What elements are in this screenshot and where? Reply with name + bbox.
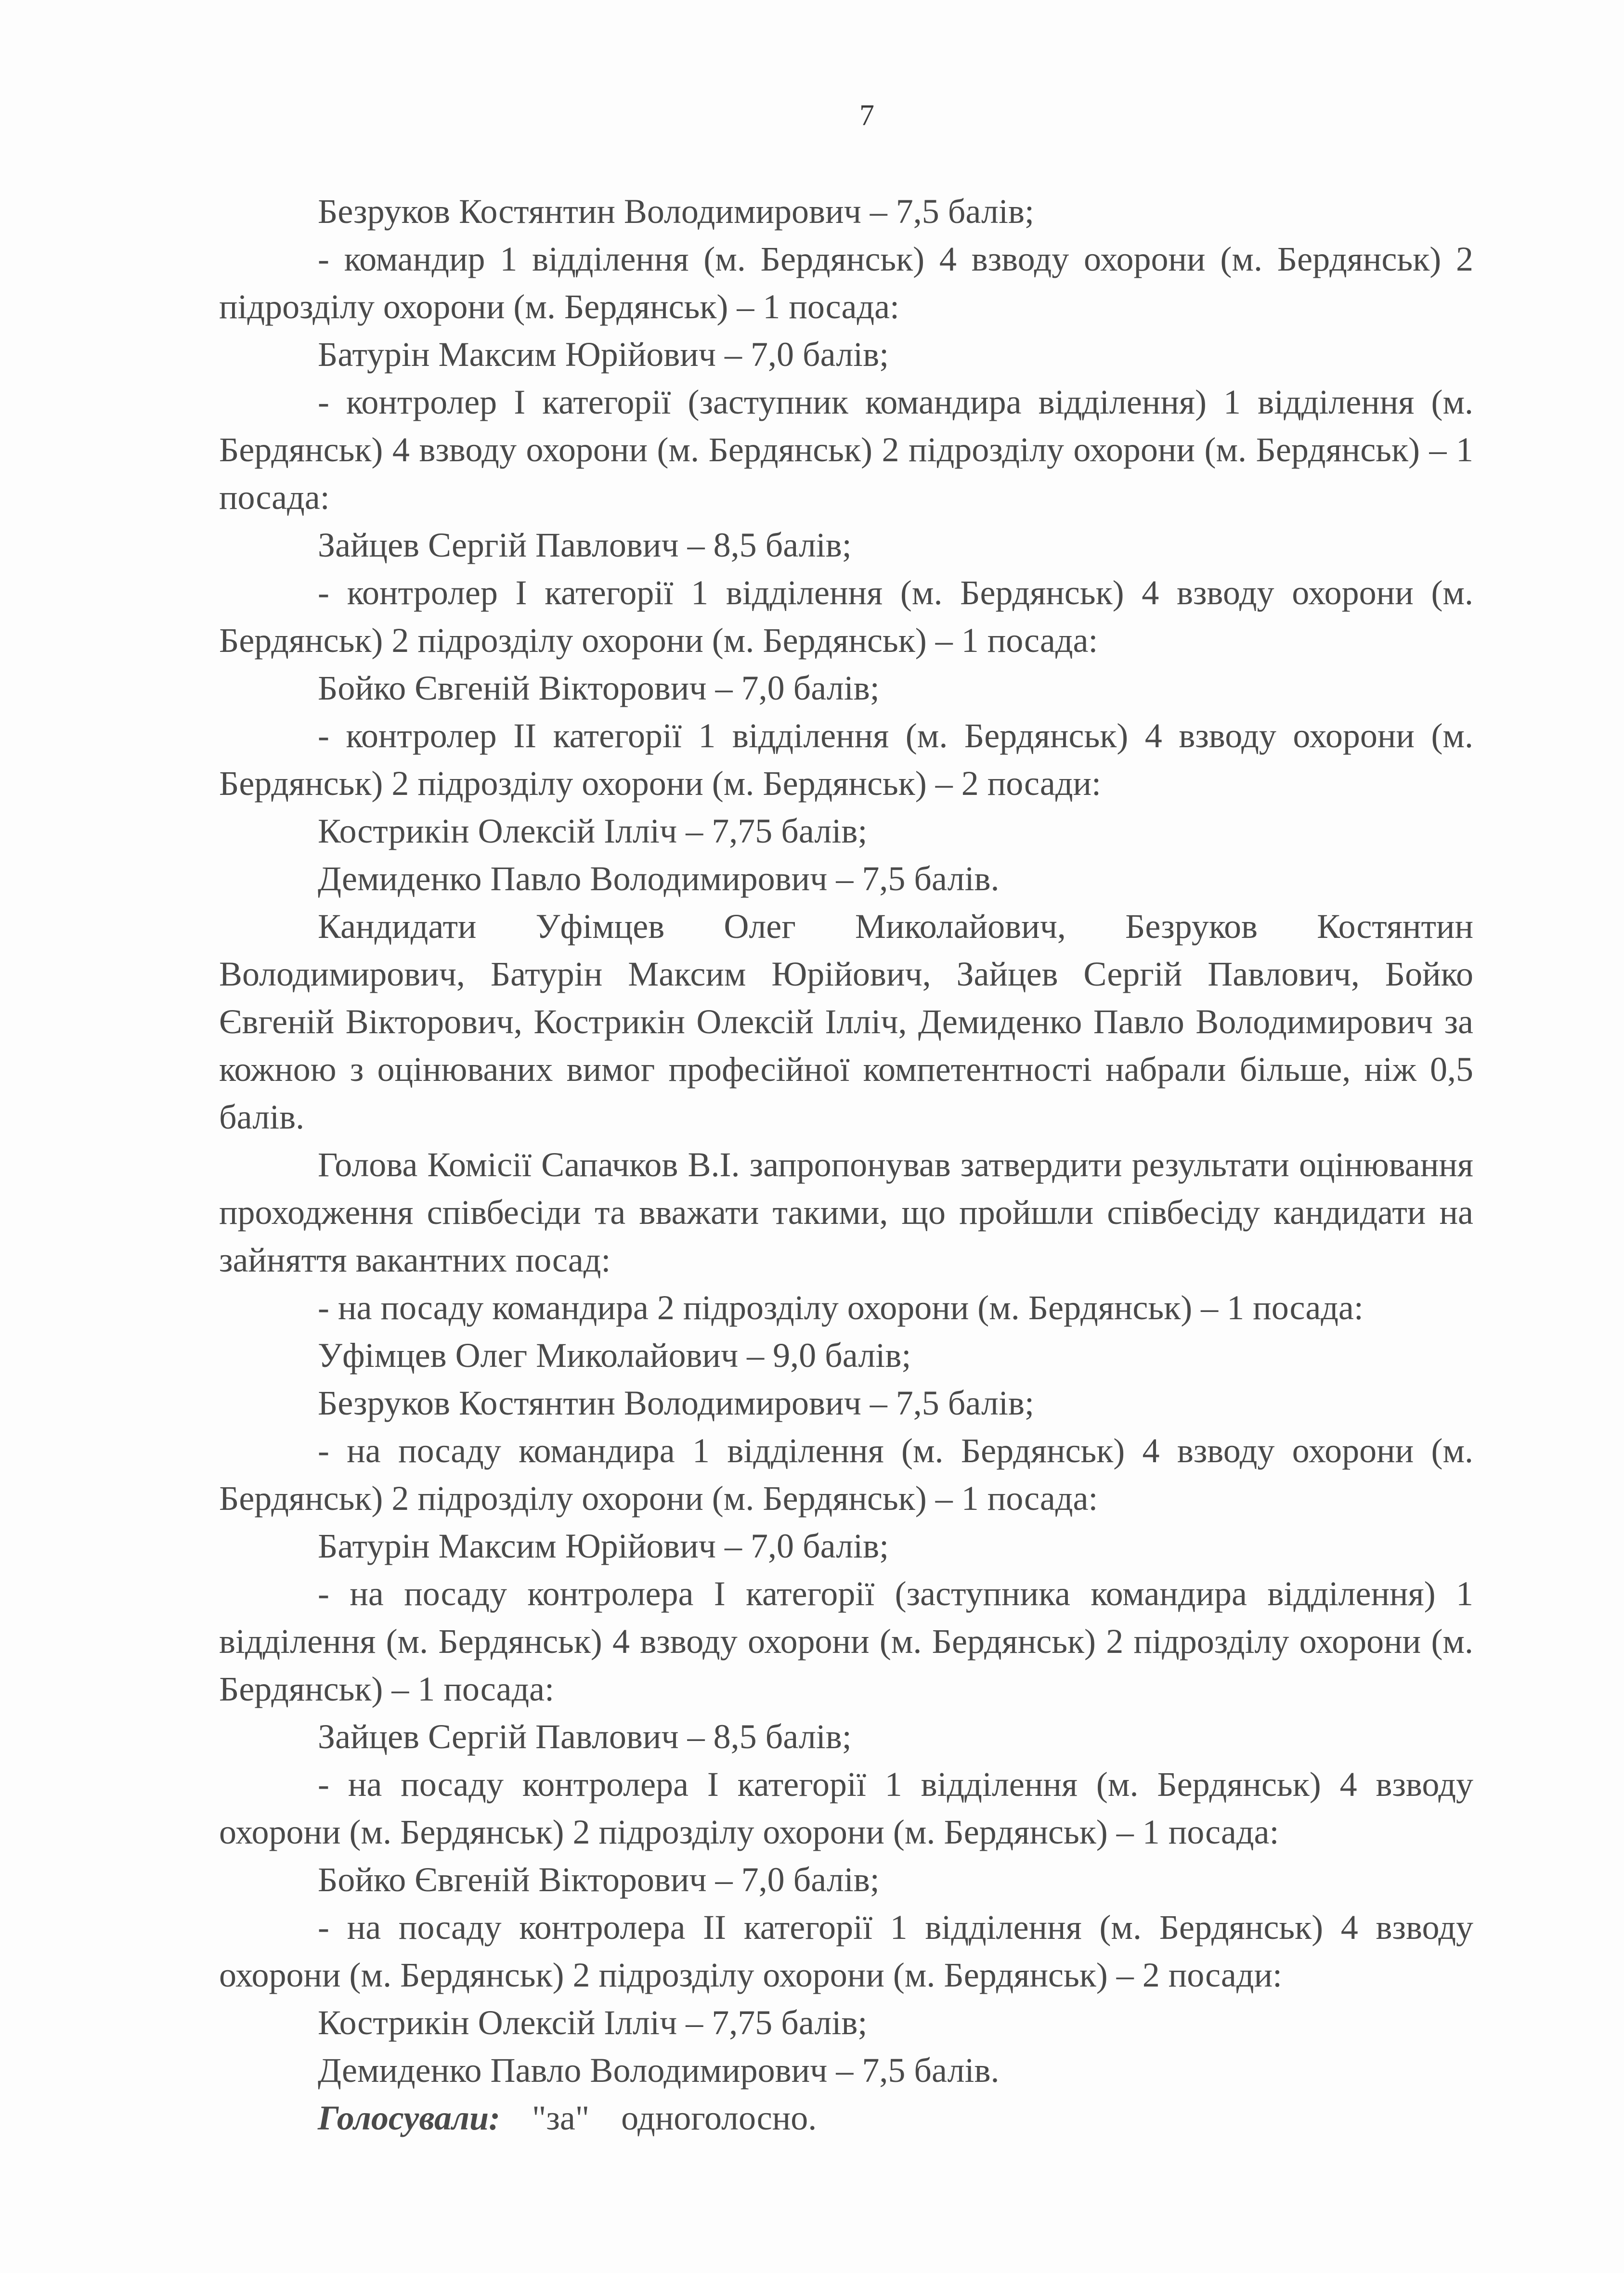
paragraph: Бойко Євгеній Вікторович – 7,0 балів;	[318, 1860, 880, 1899]
paragraph: Батурін Максим Юрійович – 7,0 балів;	[318, 1527, 889, 1565]
vote-result: одноголосно.	[621, 2099, 817, 2137]
paragraph: - командир 1 відділення (м. Бердянськ) 4 взводу охорони (м. Бердянськ) 2 підрозділу охорони (м. Бердянськ) – 1 посада:	[219, 240, 1473, 326]
paragraph: Кострикін Олексій Ілліч – 7,75 балів;	[318, 812, 868, 850]
page-number: 7	[859, 99, 874, 132]
paragraph: Зайцев Сергій Павлович – 8,5 балів;	[318, 1717, 852, 1756]
paragraph: - контролер I категорії (заступник командира відділення) 1 відділення (м. Бердянськ) 4 взводу охорони (м. Бердянськ) 2 підрозділу охорони (м. Бердянськ) – 1 посада:	[219, 383, 1473, 517]
paragraph: - контролер II категорії 1 відділення (м. Бердянськ) 4 взводу охорони (м. Бердянськ) 2 підрозділу охорони (м. Бердянськ) – 2 посади:	[219, 716, 1473, 803]
paragraph: - на посаду командира 2 підрозділу охорони (м. Бердянськ) – 1 посада:	[318, 1288, 1364, 1327]
paragraph: Зайцев Сергій Павлович – 8,5 балів;	[318, 526, 852, 564]
paragraph: Безруков Костянтин Володимирович – 7,5 балів;	[318, 1384, 1034, 1422]
paragraph: Уфімцев Олег Миколайович – 9,0 балів;	[318, 1336, 911, 1375]
paragraph: Кострикін Олексій Ілліч – 7,75 балів;	[318, 2003, 868, 2042]
paragraph: Батурін Максим Юрійович – 7,0 балів;	[318, 335, 889, 374]
paragraph: Бойко Євгеній Вікторович – 7,0 балів;	[318, 669, 880, 707]
paragraph: Демиденко Павло Володимирович – 7,5 балів.	[318, 2051, 1000, 2090]
vote-line	[219, 2094, 1473, 2142]
paragraph: Кандидати Уфімцев Олег Миколайович, Безруков Костянтин Володимирович, Батурін Максим Юрійович, Зайцев Сергій Павлович, Бойко Євгеній Вікторович, Кострикін Олексій Ілліч, Демиденко Павло Володимирович за кожною з оцінюваних вимог професійної компетентності набрали більше, ніж 0,5 балів.	[219, 907, 1473, 1136]
paragraph: - на посаду контролера I категорії 1 відділення (м. Бердянськ) 4 взводу охорони (м. Бердянськ) 2 підрозділу охорони (м. Бердянськ) – 1 посада:	[219, 1765, 1473, 1851]
paragraph: Голова Комісії Сапачков В.І. запропонував затвердити результати оцінювання проходження співбесіди та вважати такими, що пройшли співбесіду кандидати на зайняття вакантних посад:	[219, 1145, 1473, 1279]
paragraph: - на посаду командира 1 відділення (м. Бердянськ) 4 взводу охорони (м. Бердянськ) 2 підрозділу охорони (м. Бердянськ) – 1 посада:	[219, 1431, 1473, 1518]
paragraph: - контролер I категорії 1 відділення (м. Бердянськ) 4 взводу охорони (м. Бердянськ) 2 підрозділу охорони (м. Бердянськ) – 1 посада:	[219, 573, 1473, 660]
paragraph: - на посаду контролера I категорії (заступника командира відділення) 1 відділення (м. Бердянськ) 4 взводу охорони (м. Бердянськ) 2 підрозділу охорони (м. Бердянськ) – 1 посада:	[219, 1574, 1473, 1708]
document-body	[219, 188, 1473, 2142]
vote-label: Голосували:	[318, 2099, 500, 2137]
vote-quote: "за"	[532, 2099, 590, 2137]
paragraph: - на посаду контролера II категорії 1 відділення (м. Бердянськ) 4 взводу охорони (м. Бердянськ) 2 підрозділу охорони (м. Бердянськ) – 2 посади:	[219, 1908, 1473, 1994]
paragraph: Демиденко Павло Володимирович – 7,5 балів.	[318, 859, 1000, 898]
paragraph: Безруков Костянтин Володимирович – 7,5 балів;	[318, 192, 1034, 231]
